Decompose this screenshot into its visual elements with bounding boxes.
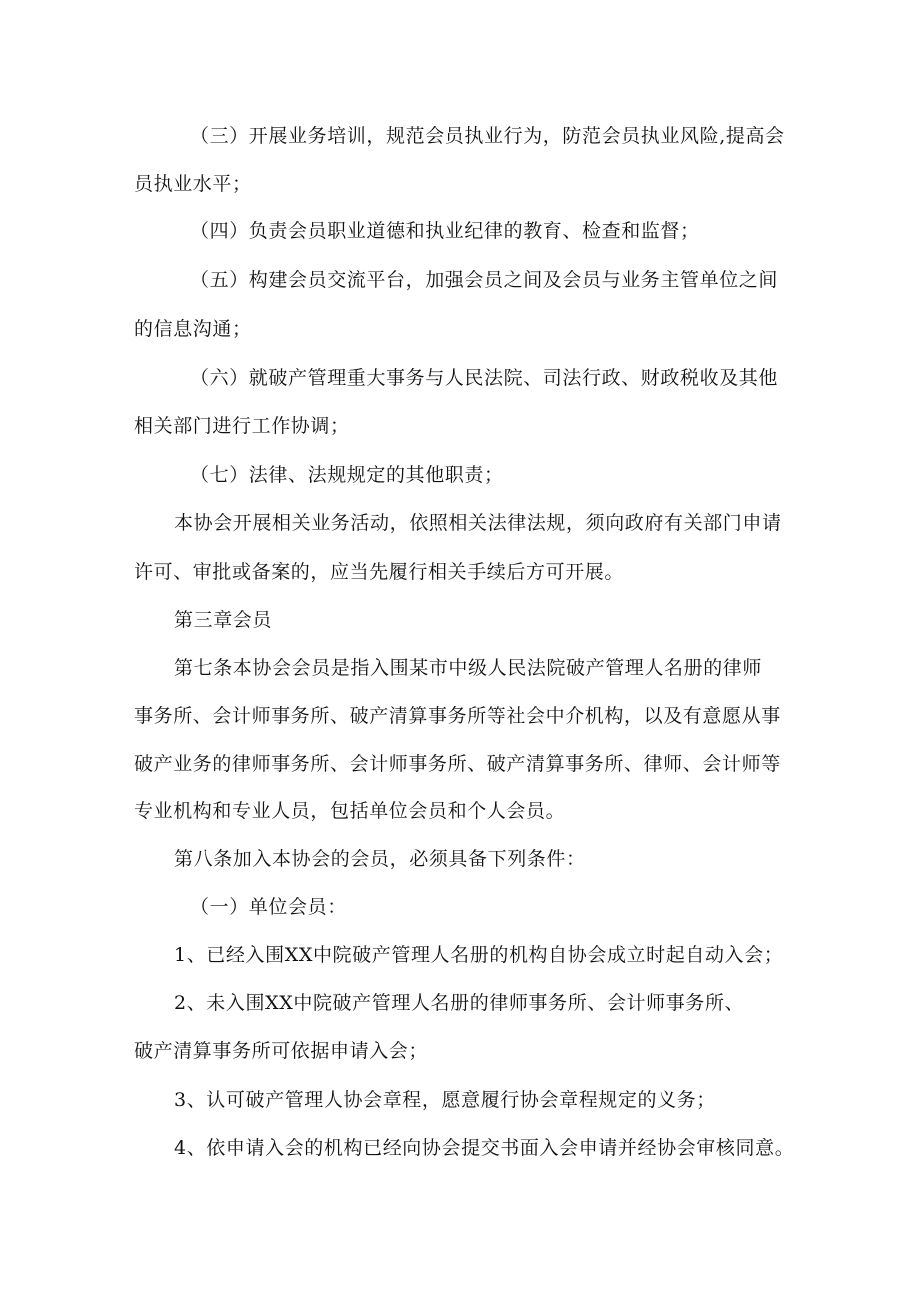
text-line: 1、已经入围XX中院破产管理人名册的机构自协会成立时起自动入会； — [174, 944, 784, 966]
text-line: （七）法律、法规规定的其他职责； — [190, 464, 504, 486]
text-line: （三）开展业务培训，规范会员执业行为，防范会员执业风险,提高会 — [190, 125, 785, 147]
text-line: 专业机构和专业人员，包括单位会员和个人会员。 — [134, 800, 566, 822]
text-line: 破产业务的律师事务所、会计师事务所、破产清算事务所、律师、会计师等 — [134, 753, 781, 775]
text-line: 第七条本协会会员是指入围某市中级人民法院破产管理人名册的律师 — [174, 657, 763, 679]
text-line: 员执业水平； — [134, 173, 252, 195]
text-line: 的信息沟通； — [134, 318, 252, 340]
chapter-heading: 第三章会员 — [174, 609, 273, 631]
text-line: 2、未入围XX中院破产管理人名册的律师事务所、会计师事务所、 — [174, 992, 745, 1014]
text-line: 4、依申请入会的机构已经向协会提交书面入会申请并经协会审核同意。 — [174, 1137, 795, 1159]
text-line: （六）就破产管理重大事务与人民法院、司法行政、财政税收及其他 — [190, 367, 779, 389]
text-line: （一）单位会员： — [190, 896, 347, 918]
text-line: 相关部门进行工作协调； — [134, 415, 350, 437]
text-line: 破产清算事务所可依据申请入会； — [134, 1040, 429, 1062]
text-line: 许可、审批或备案的，应当先履行相关手续后方可开展。 — [134, 561, 625, 583]
text-line: （四）负责会员职业道德和执业纪律的教育、检查和监督； — [190, 220, 700, 242]
text-line: 3、认可破产管理人协会章程，愿意履行协会章程规定的义务； — [174, 1089, 716, 1111]
text-line: （五）构建会员交流平台，加强会员之间及会员与业务主管单位之间 — [190, 269, 779, 291]
text-line: 第八条加入本协会的会员，必须具备下列条件： — [174, 848, 586, 870]
text-line: 事务所、会计师事务所、破产清算事务所等社会中介机构，以及有意愿从事 — [134, 705, 781, 727]
text-line: 本协会开展相关业务活动，依照相关法律法规，须向政府有关部门申请 — [174, 512, 782, 534]
